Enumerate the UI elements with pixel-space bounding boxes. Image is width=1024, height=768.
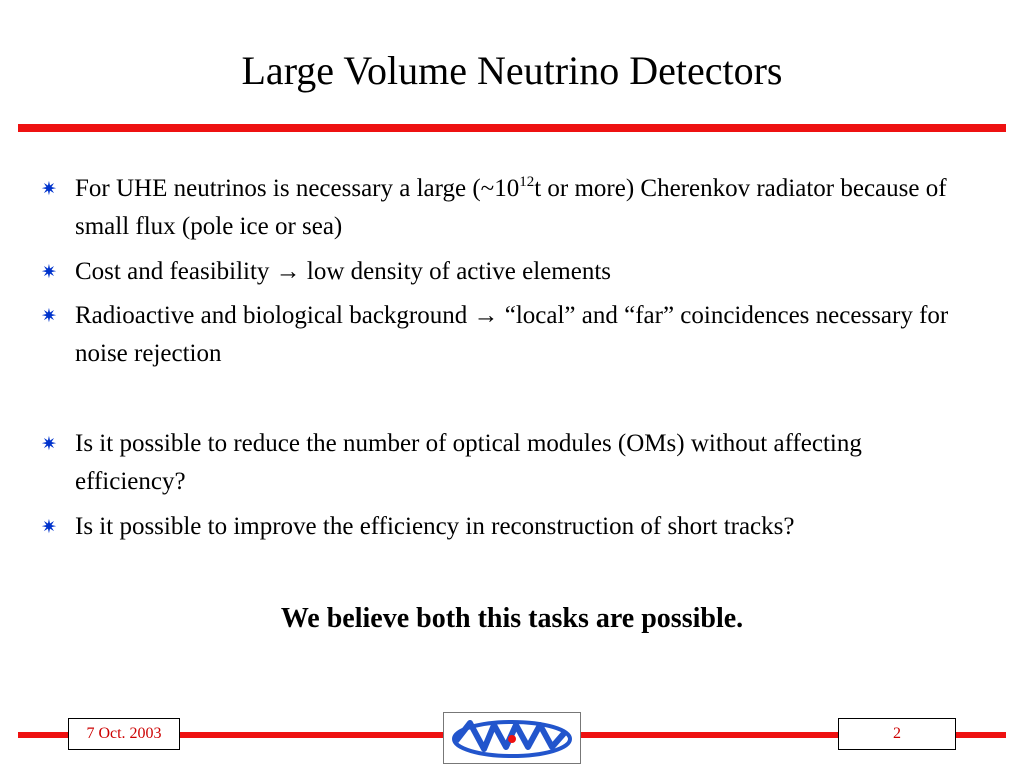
bullet-icon: ✷: [41, 515, 57, 538]
bullet-text: t or more) Cherenkov radiator because of small flux (pole ice or sea): [75, 175, 947, 240]
bullet-item: Cost and feasibility → low density of active elements: [75, 258, 611, 285]
page-number: 2: [838, 718, 956, 750]
slide-title: Large Volume Neutrino Detectors: [241, 48, 783, 93]
bullet-item: Radioactive and biological background → “local” and “far” coincidences necessary for noise rejection: [75, 302, 949, 367]
bullet-text: For UHE neutrinos is necessary a large (~10: [75, 175, 520, 202]
bullet-icon: ✷: [41, 304, 57, 327]
bullet-item: [75, 170, 975, 246]
bullet-icon: ✷: [41, 432, 57, 455]
conclusion-statement: We believe both this tasks are possible.: [280, 603, 744, 634]
title-divider: [18, 124, 1006, 132]
bullet-icon: ✷: [41, 260, 57, 283]
bullet-item: Is it possible to reduce the number of optical modules (OMs) without affecting efficiency?: [75, 430, 862, 495]
bullet-item: Is it possible to improve the efficiency in reconstruction of short tracks?: [75, 513, 795, 540]
footer-date: 7 Oct. 2003: [68, 718, 180, 750]
nemo-logo-icon: [443, 712, 581, 764]
exponent-superscript: 12: [519, 174, 535, 190]
bullet-icon: ✷: [41, 177, 57, 200]
